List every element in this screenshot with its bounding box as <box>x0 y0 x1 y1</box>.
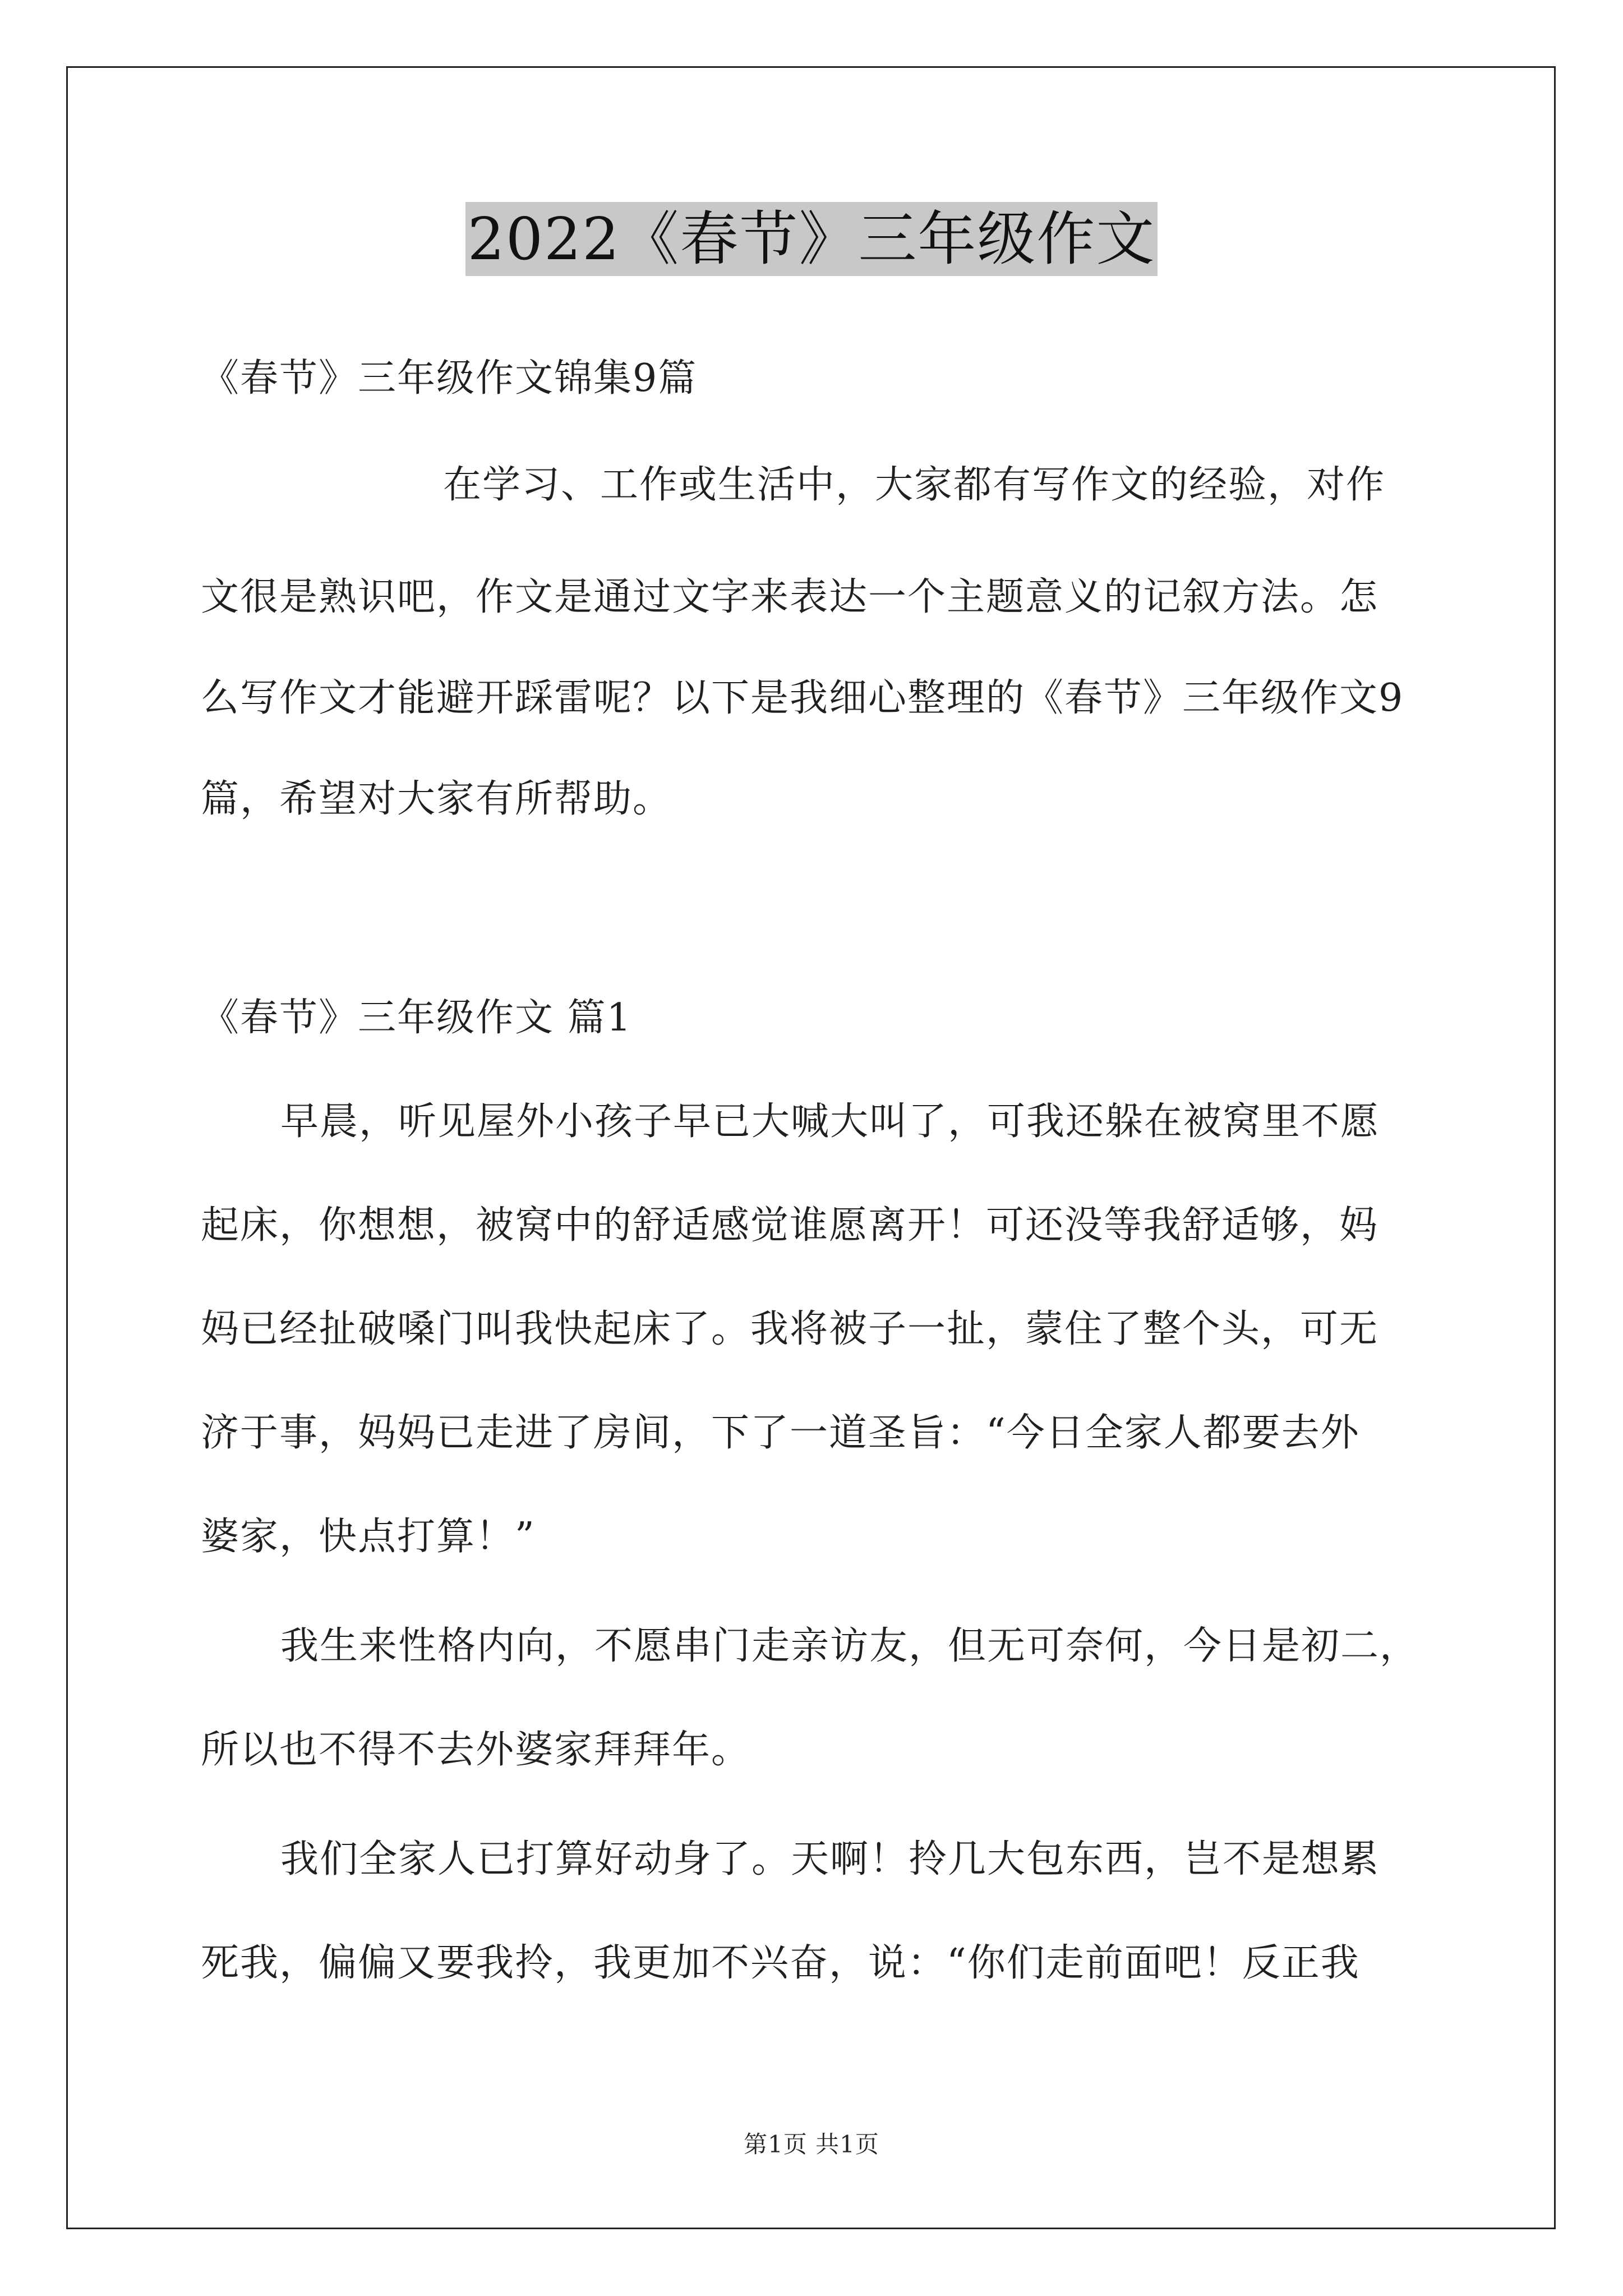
document-subtitle: 《春节》三年级作文锦集9篇 <box>201 356 698 401</box>
paragraph-line: 早晨，听见屋外小孩子早已大喊大叫了，可我还躲在被窝里不愿 <box>280 1099 1380 1144</box>
title-container <box>0 202 1623 276</box>
paragraph-line: 死我，偏偏又要我拎，我更加不兴奋，说：“你们走前面吧！反正我 <box>201 1941 1360 1985</box>
intro-line: 篇，希望对大家有所帮助。 <box>201 777 672 821</box>
intro-line: 在学习、工作或生活中，大家都有写作文的经验，对作 <box>443 463 1386 507</box>
page-footer: 第1页 共1页 <box>744 2131 879 2158</box>
paragraph-line: 我们全家人已打算好动身了。天啊！拎几大包东西，岂不是想累 <box>280 1837 1380 1881</box>
paragraph-line: 所以也不得不去外婆家拜拜年。 <box>201 1728 751 1772</box>
intro-line: 么写作文才能避开踩雷呢？以下是我细心整理的《春节》三年级作文9 <box>201 676 1404 720</box>
paragraph-line: 济于事，妈妈已走进了房间，下了一道圣旨：“今日全家人都要去外 <box>201 1411 1360 1455</box>
section-heading: 《春节》三年级作文 篇1 <box>201 996 632 1040</box>
paragraph-line: 妈已经扯破嗓门叫我快起床了。我将被子一扯，蒙住了整个头，可无 <box>201 1307 1379 1351</box>
paragraph-line: 婆家，快点打算！” <box>201 1515 536 1559</box>
intro-line: 文很是熟识吧，作文是通过文字来表达一个主题意义的记叙方法。怎 <box>201 575 1379 619</box>
paragraph-line: 起床，你想想，被窝中的舒适感觉谁愿离开！可还没等我舒适够，妈 <box>201 1203 1379 1248</box>
document-title: 2022《春节》三年级作文 <box>465 202 1158 276</box>
paragraph-line: 我生来性格内向，不愿串门走亲访友，但无可奈何，今日是初二， <box>280 1624 1419 1668</box>
